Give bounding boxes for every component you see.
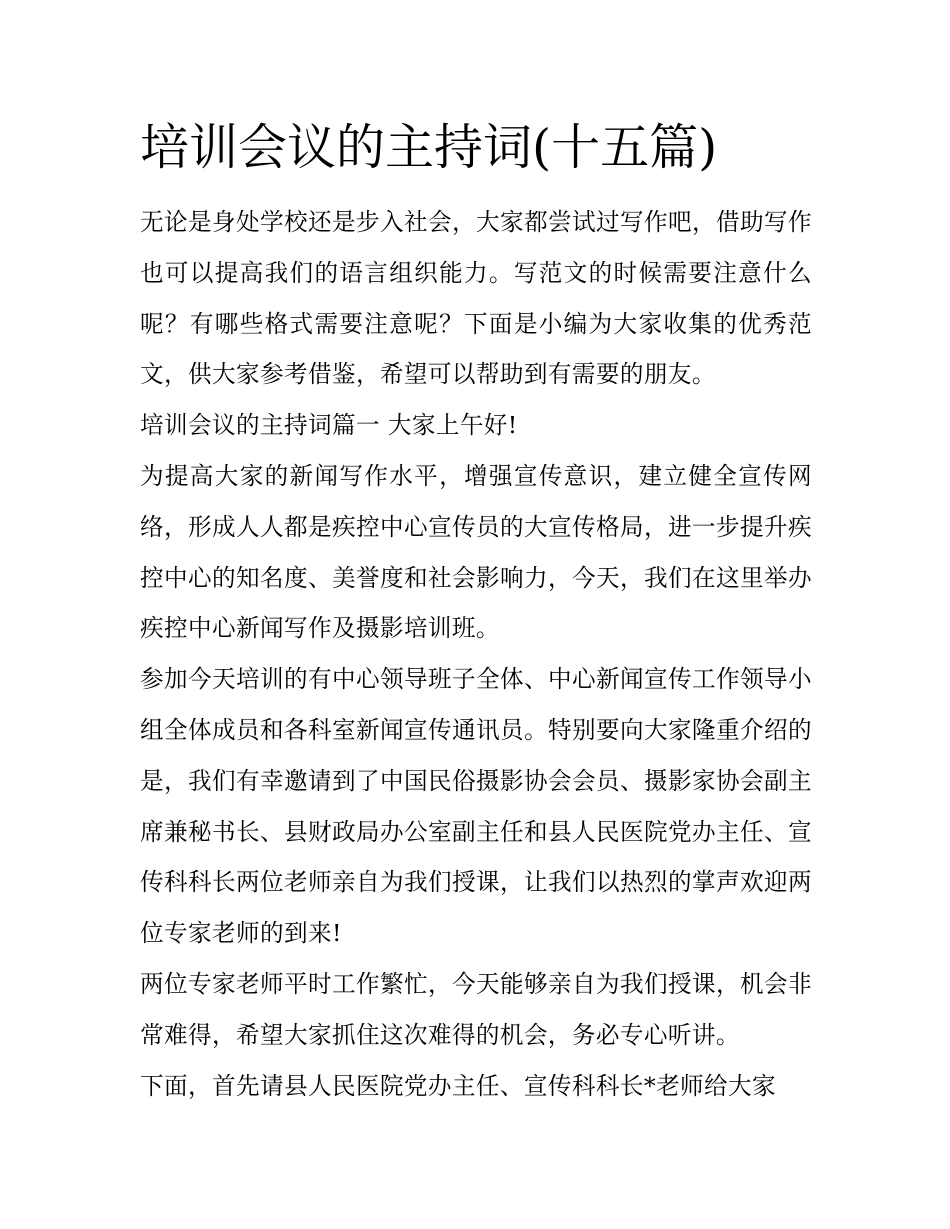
paragraph-opportunity: 两位专家老师平时工作繁忙，今天能够亲自为我们授课，机会非常难得，希望大家抓住这次难得的机会，务必专心听讲。 (140, 969, 812, 1049)
paragraph-next: 下面，首先请县人民医院党办主任、宣传科科长*老师给大家 (140, 1071, 777, 1100)
document-title: 培训会议的主持词(十五篇) (140, 119, 718, 176)
paragraph-section-heading: 培训会议的主持词篇一 大家上午好! (140, 411, 518, 440)
paragraph-attendees: 参加今天培训的有中心领导班子全体、中心新闻宣传工作领导小组全体成员和各科室新闻宣传通讯员。特别要向大家隆重介绍的是，我们有幸邀请到了中国民俗摄影协会会员、摄影家协会副主席兼秘书长、县财政局办公室副主任和县人民医院党办主任、宣传科科长两位老师亲自为我们授课，让我们以热烈的掌声欢迎两位专家老师的到来! (140, 665, 812, 948)
paragraph-purpose: 为提高大家的新闻写作水平，增强宣传意识，建立健全宣传网络，形成人人都是疾控中心宣传员的大宣传格局，进一步提升疾控中心的知名度、美誉度和社会影响力，今天，我们在这里举办疾控中心新闻写作及摄影培训班。 (140, 461, 812, 643)
paragraph-intro: 无论是身处学校还是步入社会，大家都尝试过写作吧，借助写作也可以提高我们的语言组织能力。写范文的时候需要注意什么呢？有哪些格式需要注意呢？下面是小编为大家收集的优秀范文，供大家参考借鉴，希望可以帮助到有需要的朋友。 (140, 208, 812, 389)
document-body (140, 197, 812, 1111)
